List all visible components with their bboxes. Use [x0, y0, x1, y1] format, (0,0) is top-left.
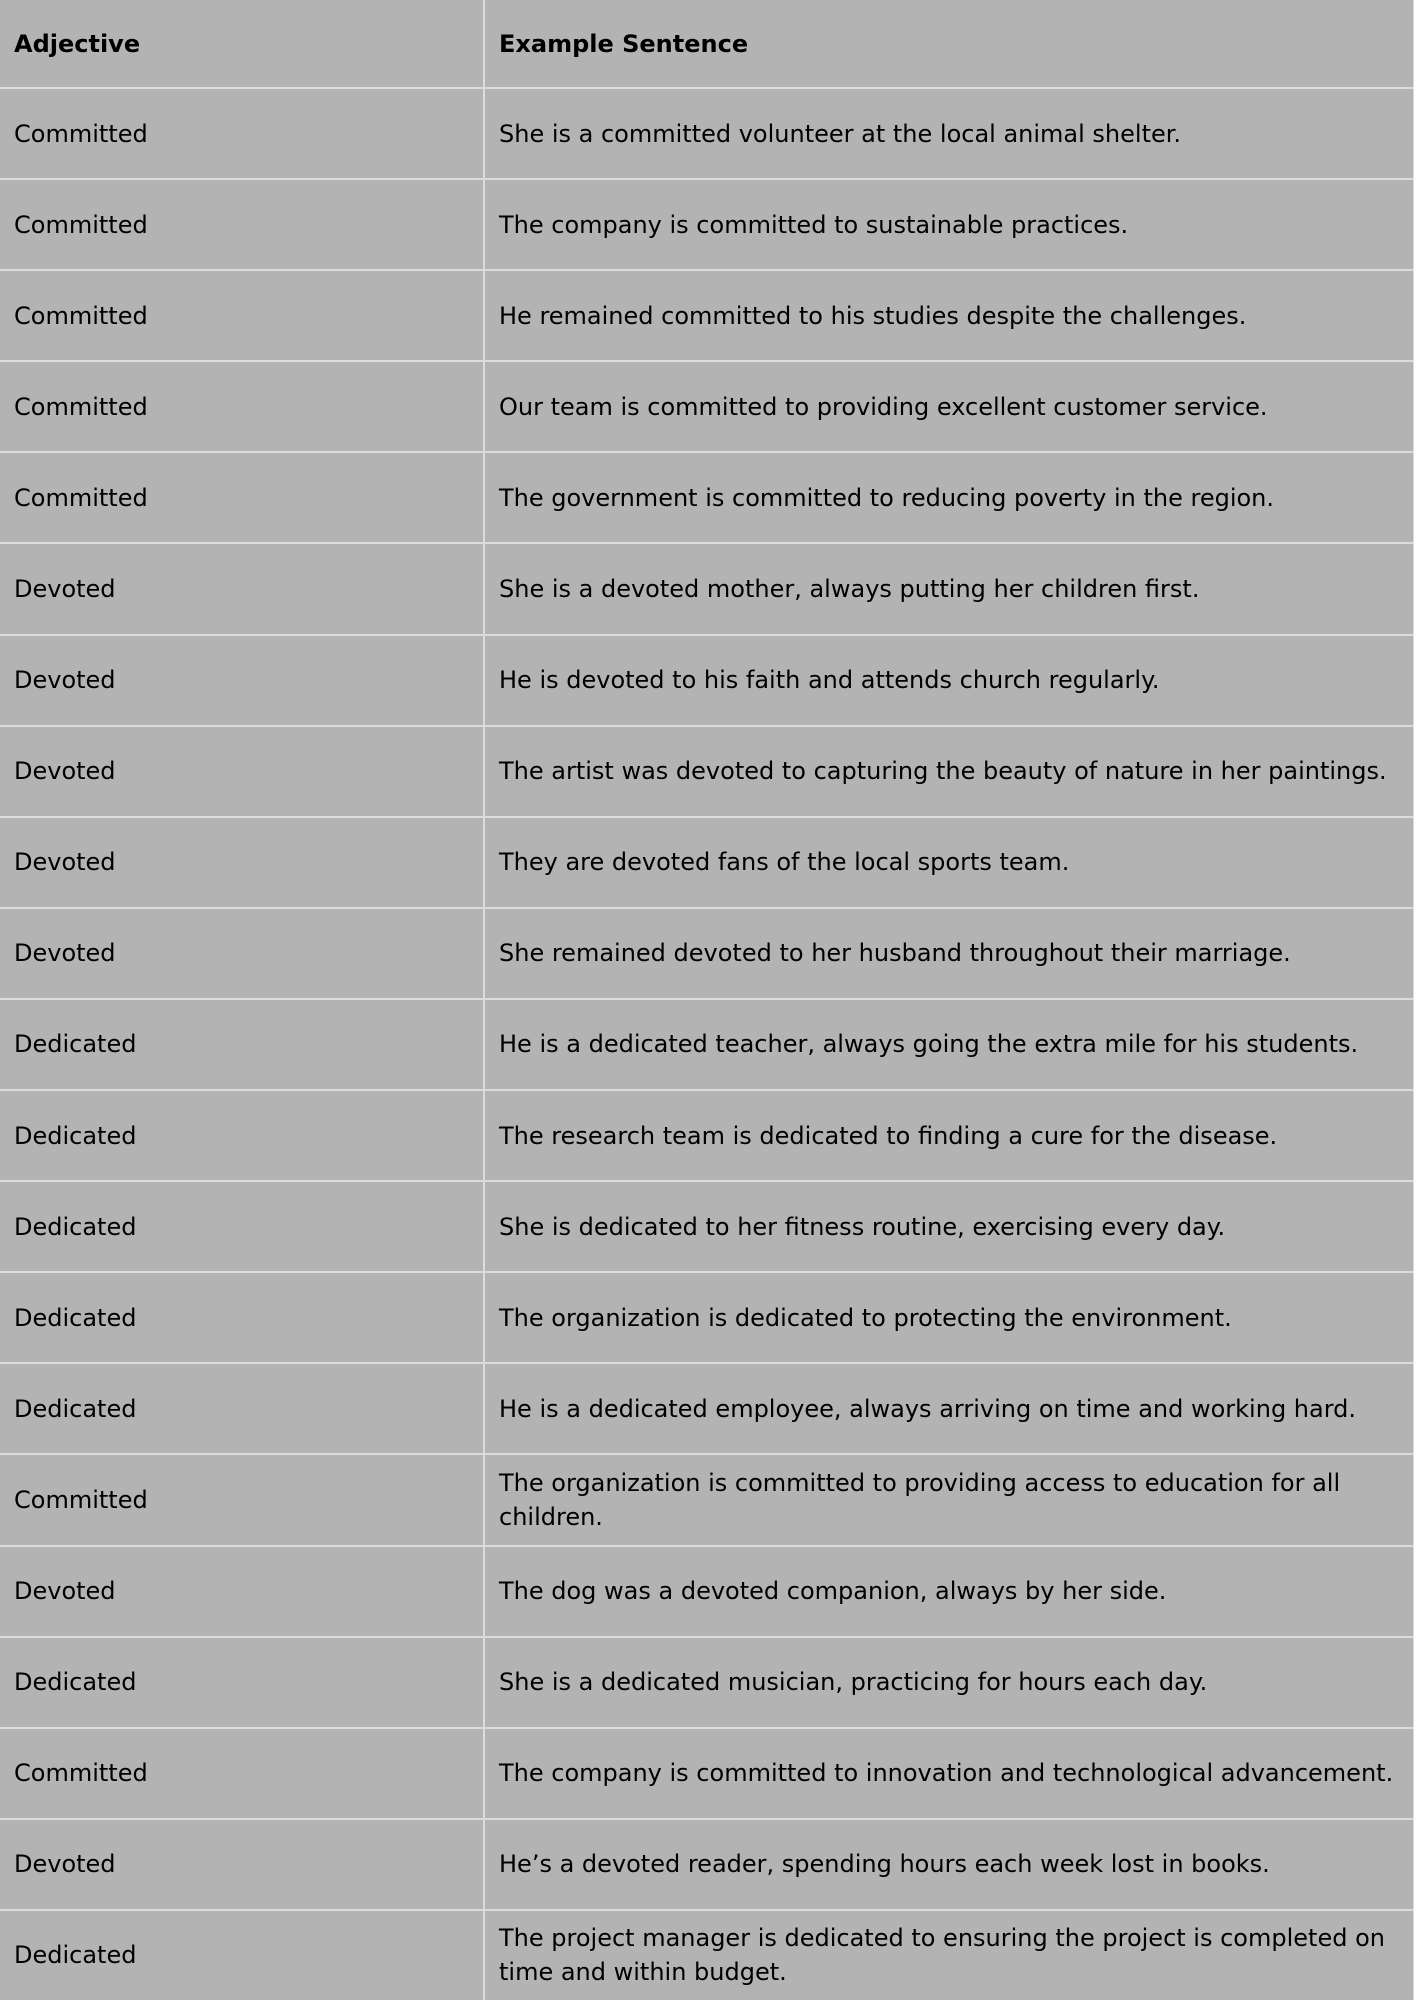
- table-row: [0, 270, 1414, 361]
- sentence-cell: He is a dedicated teacher, always going the extra mile for his students.: [484, 999, 1414, 1090]
- adjective-cell: Dedicated: [0, 1272, 484, 1363]
- sentence-cell: They are devoted fans of the local sports team.: [484, 817, 1414, 908]
- adjective-cell: Committed: [0, 1728, 484, 1819]
- adjective-cell: Dedicated: [0, 1181, 484, 1272]
- sentence-cell: Our team is committed to providing excellent customer service.: [484, 361, 1414, 452]
- sentence-cell: The research team is dedicated to finding a cure for the disease.: [484, 1090, 1414, 1181]
- adjective-cell: Dedicated: [0, 1910, 484, 2000]
- table-row: [0, 1363, 1414, 1454]
- adjective-cell: Devoted: [0, 543, 484, 634]
- adjective-cell: Devoted: [0, 1546, 484, 1637]
- table-row: [0, 908, 1414, 999]
- sentence-cell: The company is committed to innovation and technological advancement.: [484, 1728, 1414, 1819]
- adjective-cell: Committed: [0, 1454, 484, 1545]
- sentence-cell: He is a dedicated employee, always arriving on time and working hard.: [484, 1363, 1414, 1454]
- sentence-cell: The company is committed to sustainable practices.: [484, 179, 1414, 270]
- adjective-cell: Committed: [0, 88, 484, 179]
- table-row: [0, 1819, 1414, 1910]
- sentence-cell: He’s a devoted reader, spending hours each week lost in books.: [484, 1819, 1414, 1910]
- sentence-cell: She is a devoted mother, always putting her children first.: [484, 543, 1414, 634]
- table-row: [0, 179, 1414, 270]
- adjective-cell: Devoted: [0, 726, 484, 817]
- sentence-cell: She is dedicated to her fitness routine, exercising every day.: [484, 1181, 1414, 1272]
- sentence-cell: She is a committed volunteer at the local animal shelter.: [484, 88, 1414, 179]
- table-row: [0, 543, 1414, 634]
- adjective-cell: Committed: [0, 179, 484, 270]
- adjective-cell: Dedicated: [0, 1363, 484, 1454]
- sentence-cell: The government is committed to reducing poverty in the region.: [484, 452, 1414, 543]
- adjective-cell: Devoted: [0, 908, 484, 999]
- sentence-cell: She is a dedicated musician, practicing for hours each day.: [484, 1637, 1414, 1728]
- table-row: [0, 817, 1414, 908]
- table-row: [0, 1181, 1414, 1272]
- table-row: [0, 1728, 1414, 1819]
- adjective-cell: Dedicated: [0, 999, 484, 1090]
- table-row: [0, 999, 1414, 1090]
- adjective-cell: Committed: [0, 270, 484, 361]
- table-row: [0, 726, 1414, 817]
- header-adjective: Adjective: [0, 0, 484, 88]
- table-row: [0, 1637, 1414, 1728]
- adjective-cell: Dedicated: [0, 1090, 484, 1181]
- table-row: [0, 361, 1414, 452]
- adjective-cell: Devoted: [0, 817, 484, 908]
- table-row: [0, 452, 1414, 543]
- header-example-sentence: Example Sentence: [484, 0, 1414, 88]
- sentence-cell: The dog was a devoted companion, always by her side.: [484, 1546, 1414, 1637]
- table-row: [0, 88, 1414, 179]
- table-row: [0, 1454, 1414, 1545]
- table-row: [0, 1910, 1414, 2000]
- sentence-cell: The organization is committed to providing access to education for all children.: [484, 1454, 1414, 1545]
- adjective-cell: Committed: [0, 361, 484, 452]
- adjective-cell: Dedicated: [0, 1637, 484, 1728]
- table-row: [0, 1090, 1414, 1181]
- sentence-cell: He is devoted to his faith and attends church regularly.: [484, 635, 1414, 726]
- table-row: [0, 635, 1414, 726]
- table-row: [0, 1546, 1414, 1637]
- header-row: [0, 0, 1414, 88]
- sentence-cell: The project manager is dedicated to ensuring the project is completed on time and within budget.: [484, 1910, 1414, 2000]
- sentence-cell: The artist was devoted to capturing the beauty of nature in her paintings.: [484, 726, 1414, 817]
- sentence-cell: She remained devoted to her husband throughout their marriage.: [484, 908, 1414, 999]
- sentence-cell: He remained committed to his studies despite the challenges.: [484, 270, 1414, 361]
- table-row: [0, 1272, 1414, 1363]
- adjective-cell: Devoted: [0, 635, 484, 726]
- adjective-cell: Committed: [0, 452, 484, 543]
- adjective-cell: Devoted: [0, 1819, 484, 1910]
- sentence-cell: The organization is dedicated to protecting the environment.: [484, 1272, 1414, 1363]
